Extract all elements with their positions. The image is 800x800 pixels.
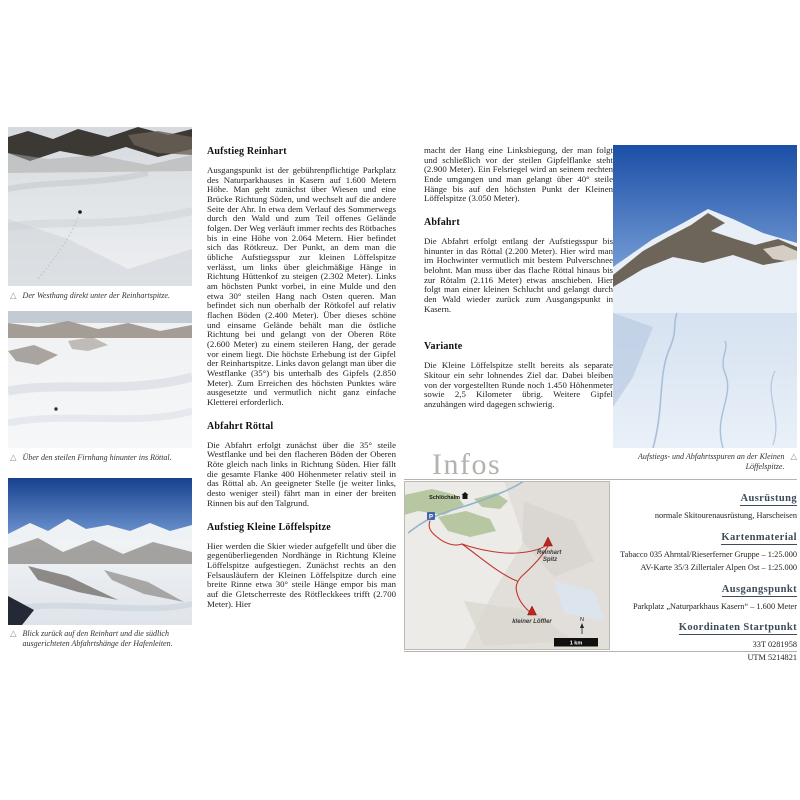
info-value: Parkplatz „Naturparkhaus Kasern“ – 1.600 Meter bbox=[632, 601, 797, 611]
skier-dot bbox=[54, 407, 57, 410]
heading-aufstieg-loeffelspitze: Aufstieg Kleine Löffelspitze bbox=[207, 521, 331, 533]
info-value: AV-Karte 35/3 Zillertaler Alpen Ost – 1:25.000 bbox=[640, 562, 797, 572]
heading-abfahrt: Abfahrt bbox=[424, 217, 460, 229]
photo-firnhang-image bbox=[8, 311, 192, 448]
map-label-alm: Schlöchalm bbox=[429, 495, 460, 501]
info-group-kartenmaterial bbox=[610, 523, 797, 575]
caption-triangle-icon: △ bbox=[10, 452, 17, 462]
body-aufstieg-reinhart: Ausgangspunkt ist der gebührenpflichtige Parkplatz des Naturparkhauses in Kasern auf 1.600 Metern Höhe. Man geht zunächst über Wiesen und eine Brücke Richtung Süden, und wechselt auf die andere Seite der Ahr. In etwa dem Verlauf des Sommerwegs durch den Wald und zum Teil offenes Gelände folgen. Der Weg verläuft immer rechts des Rötbaches bis in eine Höhe von 2.064 Metern. Hier befindet sich das Rötkreuz. Der Punkt, an dem man die übliche Aufstiegsspur zur kleinen Löffelspitze verlässt, um links über gleichmäßige Hänge in Richtung Hüttenkof zu steigen (2.302 Meter). Links am höchsten Punkt vorbei, in eine Mulde und den etwa 30° steilen Hang nach Osten queren. Man befindet sich nun oberhalb der Rötkofel auf relativ flachen Böden (2.400 Meter). Über dieses schöne und einsame Gelände behält man die östliche Richtung bei und gelangt von der Oberen Röte (2.600 Meter) zu einem steileren Hang, der gerade vor einem liegt. Die höchste Erhebung ist der Gipfel der Reinhartspitze. Links davon gelangt man über die Westflanke (35°) bis unterhalb des Gipfels (2.850 Meter). Zum Erreichen des höchsten Punktes wäre ausgesetzte und vermutlich nicht ganz einfache Kletterei erforderlich. bbox=[207, 165, 396, 408]
route-map-image bbox=[404, 481, 610, 650]
map-label-peak1-line2: Spitz bbox=[542, 557, 558, 563]
caption-westhang bbox=[10, 291, 192, 301]
heading-aufstieg-reinhart: Aufstieg Reinhart bbox=[207, 146, 287, 157]
photo-westhang-image bbox=[8, 127, 192, 286]
photo-panorama bbox=[8, 478, 192, 625]
infos-top-rule bbox=[404, 479, 797, 480]
svg-text:P: P bbox=[428, 514, 434, 521]
body-variante: Die Kleine Löffelspitze stellt bereits als separate Skitour ein sehr lohnendes Ziel dar. Dabei bleiben von der vorgestellten Runde noch 1.450 Höhenmeter sowie 2,5 Kilometer übrig. Weitere Gipfel anzuhängen wird dagegen schwierig. bbox=[424, 360, 613, 410]
info-value: normale Skitourenausrüstung, Harscheisen bbox=[654, 511, 797, 520]
info-panel bbox=[610, 488, 797, 665]
info-group-koordinaten bbox=[610, 613, 797, 665]
caption-text: Über den steilen Firnhang hinunter ins Röttal. bbox=[22, 453, 172, 462]
map-label-peak1-line1: Reinhart bbox=[536, 550, 562, 556]
map-label-peak2: kleiner Löffler bbox=[512, 619, 552, 625]
route-map bbox=[404, 481, 610, 650]
info-value: UTM 5214821 bbox=[747, 653, 797, 663]
caption-text: Aufstiegs- und Abfahrtsspuren an der Kleinen Löffelspitze. bbox=[638, 452, 785, 472]
info-value: Tabacco 035 Ahrntal/Rieserferner Gruppe – 1:25.000 bbox=[620, 549, 797, 559]
caption-panorama bbox=[10, 629, 192, 650]
info-heading-ausruestung: Ausrüstung bbox=[740, 493, 797, 504]
heading-variante: Variante bbox=[424, 341, 463, 353]
infos-title: Infos bbox=[432, 448, 502, 481]
skier-dot bbox=[78, 210, 82, 214]
info-group-ausruestung bbox=[610, 488, 797, 523]
middle-column bbox=[207, 146, 396, 620]
body-abfahrt: Die Abfahrt erfolgt entlang der Aufstiegsspur bis hinunter in das Röttal (2.200 Meter). Hier wird man im Hochwinter vermutlich mit bestem Pulverschnee belohnt. Man muss über das flache Röttal hinaus bis zur Rötalm (2.116 Meter) etwas anschieben. Hier folgt man einer kleinen Schlucht und gelangt durch den Wald wieder zurück zum Ausgangspunkt in Kasern. bbox=[424, 236, 613, 314]
caption-firnhang bbox=[10, 453, 192, 463]
info-heading-koordinaten: Koordinaten Startpunkt bbox=[678, 622, 797, 634]
info-heading-ausgangspunkt: Ausgangspunkt bbox=[721, 583, 797, 595]
caption-triangle-icon: △ bbox=[10, 628, 17, 638]
photo-loeffelspitze bbox=[613, 145, 797, 448]
info-heading-kartenmaterial: Kartenmaterial bbox=[721, 531, 797, 543]
photo-westhang bbox=[8, 127, 192, 286]
parking-icon bbox=[427, 512, 435, 521]
caption-triangle-icon: △ bbox=[10, 290, 17, 300]
photo-firnhang bbox=[8, 311, 192, 448]
info-group-ausgangspunkt bbox=[610, 575, 797, 614]
caption-triangle-icon: △ bbox=[790, 451, 797, 461]
svg-text:N: N bbox=[580, 617, 584, 623]
body-aufstieg-loeffelspitze: Hier werden die Skier wieder aufgefellt und über die gegenüberliegenden Nordhänge in Richtung Kleine Löffelspitze aufgestiegen. Zunächst rechts an den Felsausläufern der Kleinen Löffelspitze durch eine breite Rinne etwa 30° steile Hänge empor bis man auf die Gletscherreste des Rötfleckkees trifft (2.700 Meter). Hier bbox=[207, 540, 396, 609]
caption-text: Blick zurück auf den Reinhart und die südlich ausgerichteten Abfahrtshänge der Hafenleiten. bbox=[22, 629, 173, 649]
svg-text:1 km: 1 km bbox=[569, 640, 583, 647]
body-abfahrt-roettal: Die Abfahrt erfolgt zunächst über die 35° steile Westflanke und bei den flacheren Böden der Oberen Röte gleich nach links in Richtung Süden. Hier fällt die gesamte Flanke 400 Höhenmeter relativ steil in das Röttal ab. An geeigneter Stelle (je weiter links, desto weniger steil) fährt man in einer der breiten Rinnen bis auf den Talgrund. bbox=[207, 439, 396, 508]
caption-text: Der Westhang direkt unter der Reinhartspitze. bbox=[22, 291, 170, 300]
caption-loeffelspitze bbox=[613, 452, 797, 473]
right-column bbox=[424, 146, 613, 421]
photo-loeffelspitze-image bbox=[613, 145, 797, 448]
scale-bar bbox=[554, 638, 598, 647]
body-continuation: macht der Hang eine Linksbiegung, der man folgt und schließlich vor der steilen Gipfelflanke steht (2.900 Meter). Ein Felsriegel wird an seinem rechten Ende umgangen und man gelangt über 40° steile Hänge bis auf den höchsten Punkt der Kleinen Löffelspitze (3.050 Meter). bbox=[424, 145, 613, 204]
heading-abfahrt-roettal: Abfahrt Röttal bbox=[207, 420, 274, 432]
info-value: 33T 0281958 bbox=[752, 640, 797, 650]
photo-panorama-image bbox=[8, 478, 192, 625]
